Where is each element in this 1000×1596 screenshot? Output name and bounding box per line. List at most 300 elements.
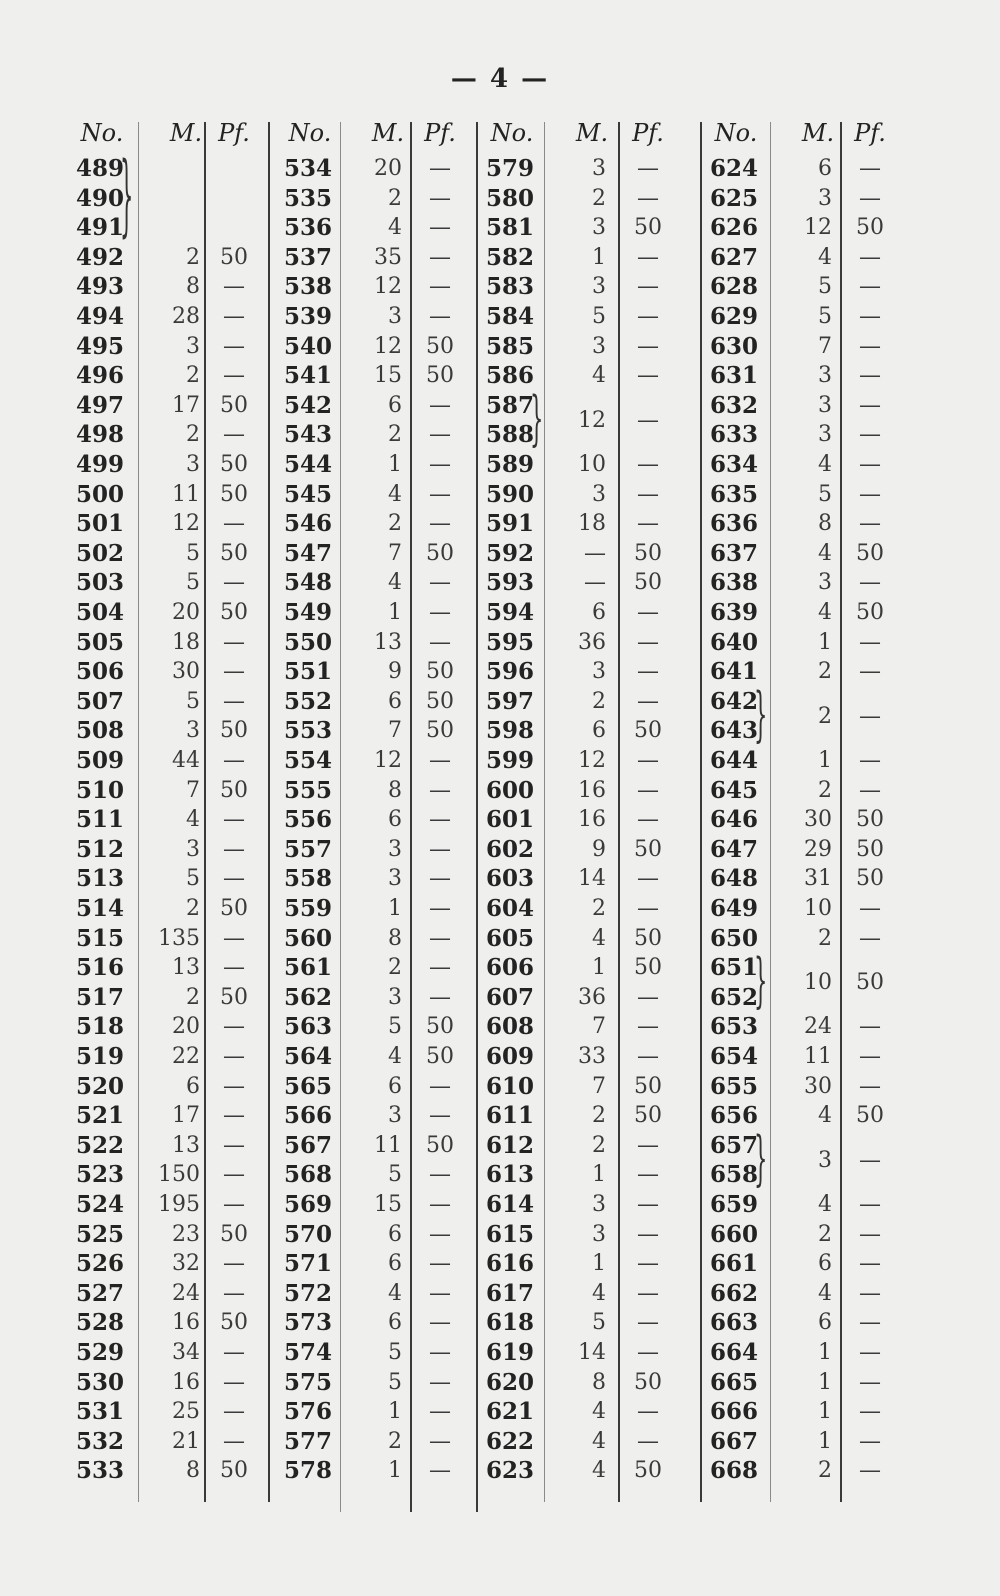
grouping-brace: }	[120, 145, 134, 249]
entry-pfennig: 50	[634, 836, 662, 862]
entry-number: 505	[76, 628, 125, 656]
entry-pfennig: —	[429, 629, 451, 655]
entry-pfennig: —	[637, 333, 659, 359]
entry-pfennig: —	[223, 1369, 245, 1395]
entry-number: 566	[284, 1102, 333, 1130]
entry-marks: 13	[172, 1132, 200, 1158]
entry-number: 554	[284, 747, 333, 774]
entry-number: 514	[76, 895, 125, 922]
entry-marks: 5	[186, 570, 200, 596]
entry-pfennig: 50	[220, 452, 248, 477]
entry-marks: 4	[818, 600, 832, 625]
entry-marks: 6	[388, 392, 402, 418]
entry-marks: 3	[388, 866, 402, 892]
entry-number: 622	[486, 1427, 535, 1455]
entry-pfennig: —	[637, 244, 659, 270]
entry-marks: 7	[592, 1073, 606, 1099]
entry-number: 626	[710, 214, 759, 242]
entry-pfennig: —	[859, 1044, 881, 1069]
entry-pfennig: 50	[426, 1132, 454, 1158]
entry-pfennig: 50	[634, 718, 662, 744]
entry-marks: 2	[186, 363, 200, 389]
grouping-brace: }	[530, 384, 544, 454]
entry-pfennig: —	[223, 1162, 245, 1188]
entry-marks: 3	[818, 422, 832, 448]
entry-pfennig: —	[637, 1044, 659, 1069]
entry-pfennig: 50	[426, 333, 454, 359]
entry-number: 653	[710, 1013, 759, 1041]
entry-pfennig: 50	[426, 718, 454, 744]
entry-number: 664	[710, 1339, 759, 1366]
entry-marks: 4	[186, 807, 200, 833]
entry-pfennig: 50	[220, 1221, 248, 1247]
entry-marks: 6	[388, 1310, 402, 1336]
ledger-column-block	[482, 112, 704, 1512]
entry-marks: 18	[578, 511, 606, 537]
ledger-column-block	[708, 112, 912, 1512]
entry-pfennig: —	[637, 1399, 659, 1425]
entry-pfennig: —	[429, 1399, 451, 1425]
entry-marks: 1	[388, 896, 402, 921]
entry-pfennig: —	[637, 777, 659, 803]
entry-pfennig: —	[859, 1428, 881, 1454]
entry-pfennig: —	[429, 304, 451, 329]
entry-marks: 2	[388, 185, 402, 211]
entry-marks: 3	[818, 392, 832, 418]
entry-marks: 2	[186, 984, 200, 1010]
entry-pfennig: —	[223, 925, 245, 951]
entry-marks: 9	[388, 659, 402, 685]
entry-marks: 1	[818, 1340, 832, 1365]
entry-marks: 7	[388, 718, 402, 744]
entry-number: 511	[76, 806, 125, 834]
entry-marks: 3	[186, 718, 200, 744]
entry-number: 535	[284, 184, 333, 212]
entry-pfennig: —	[637, 1192, 659, 1217]
entry-marks: 23	[172, 1221, 200, 1247]
entry-pfennig: 50	[856, 866, 884, 892]
entry-number: 575	[284, 1368, 333, 1396]
entry-pfennig: —	[223, 1103, 245, 1129]
entry-pfennig: 50	[856, 807, 884, 833]
entry-number: 556	[284, 806, 333, 834]
entry-number: 548	[284, 569, 333, 597]
entry-pfennig: —	[429, 1310, 451, 1336]
entry-number: 489	[76, 155, 125, 182]
entry-marks: 20	[172, 600, 200, 625]
entry-number: 638	[710, 569, 759, 597]
entry-marks: 5	[388, 1340, 402, 1365]
entry-pfennig: 50	[220, 481, 248, 507]
entry-marks: 3	[592, 274, 606, 300]
entry-marks: 2	[818, 1458, 832, 1484]
entry-marks: 3	[818, 363, 832, 389]
entry-number: 494	[76, 303, 125, 330]
entry-number: 584	[486, 303, 535, 330]
entry-marks: 1	[818, 629, 832, 655]
entry-pfennig: —	[223, 955, 245, 981]
header-no: No.	[714, 119, 758, 147]
entry-pfennig: 50	[634, 955, 662, 981]
entry-marks: 3	[186, 452, 200, 477]
header-no: No.	[80, 119, 124, 147]
entry-pfennig: —	[429, 1458, 451, 1484]
entry-pfennig: —	[859, 274, 881, 300]
entry-marks: 5	[388, 1369, 402, 1395]
entry-marks: 12	[172, 511, 200, 537]
entry-marks: 2	[592, 688, 606, 714]
entry-number: 635	[710, 480, 759, 508]
entry-pfennig: —	[223, 570, 245, 596]
entry-number: 564	[284, 1043, 333, 1070]
entry-marks: 4	[388, 481, 402, 507]
entry-marks: 3	[388, 1103, 402, 1129]
entry-pfennig: —	[859, 422, 881, 448]
entry-number: 665	[710, 1368, 759, 1396]
entry-marks: 6	[388, 1073, 402, 1099]
grouping-brace: }	[754, 1124, 768, 1194]
entry-pfennig: —	[429, 274, 451, 300]
entry-pfennig: 50	[856, 970, 884, 995]
entry-number: 662	[710, 1279, 759, 1307]
entry-marks: 24	[804, 1014, 832, 1040]
entry-marks: 5	[186, 540, 200, 566]
entry-marks: 31	[804, 866, 832, 892]
entry-pfennig: —	[429, 570, 451, 596]
entry-pfennig: —	[429, 1192, 451, 1217]
entry-number: 630	[710, 332, 759, 360]
entry-pfennig: 50	[220, 244, 248, 270]
entry-number: 627	[710, 243, 759, 271]
entry-marks: 1	[818, 1399, 832, 1425]
entry-pfennig: —	[223, 1399, 245, 1425]
entry-pfennig: —	[859, 156, 881, 181]
entry-number: 558	[284, 865, 333, 893]
entry-pfennig: —	[223, 1044, 245, 1069]
entry-marks: 6	[818, 1310, 832, 1336]
entry-pfennig: —	[429, 925, 451, 951]
entry-number: 617	[486, 1279, 535, 1307]
entry-number: 580	[486, 184, 535, 212]
entry-pfennig: —	[429, 244, 451, 270]
entry-pfennig: —	[859, 1458, 881, 1484]
entry-number: 491	[76, 214, 125, 242]
entry-number: 495	[76, 332, 125, 360]
entry-marks: 1	[818, 748, 832, 773]
entry-marks: 3	[388, 304, 402, 329]
entry-number: 633	[710, 421, 759, 449]
entry-marks: 4	[592, 363, 606, 389]
entry-number: 643	[710, 717, 759, 745]
entry-number: 668	[710, 1457, 759, 1485]
entry-number: 610	[486, 1072, 535, 1100]
entry-marks: 3	[186, 333, 200, 359]
entry-pfennig: —	[429, 452, 451, 477]
entry-marks: 2	[818, 659, 832, 685]
entry-marks: 5	[186, 866, 200, 892]
entry-number: 593	[486, 569, 535, 597]
entry-pfennig: —	[859, 1280, 881, 1306]
ledger-column-block	[72, 112, 272, 1512]
entry-number: 594	[486, 599, 535, 626]
entry-pfennig: —	[859, 185, 881, 211]
entry-pfennig: —	[859, 392, 881, 418]
entry-marks: 4	[592, 1399, 606, 1425]
entry-marks: 12	[578, 407, 606, 433]
entry-marks: 3	[186, 836, 200, 862]
entry-number: 579	[486, 155, 535, 182]
entry-number: 547	[284, 539, 333, 567]
entry-number: 588	[486, 421, 535, 449]
entry-pfennig: —	[429, 1369, 451, 1395]
entry-pfennig: 50	[856, 600, 884, 625]
entry-marks: 1	[388, 1458, 402, 1484]
entry-marks: 30	[804, 1073, 832, 1099]
entry-number: 504	[76, 599, 125, 626]
entry-pfennig: —	[429, 1428, 451, 1454]
entry-marks: 2	[592, 896, 606, 921]
entry-pfennig: —	[223, 1251, 245, 1277]
entry-number: 645	[710, 776, 759, 804]
entry-pfennig: —	[429, 422, 451, 448]
entry-marks: 4	[818, 1280, 832, 1306]
entry-marks: 11	[374, 1132, 402, 1158]
entry-marks: 13	[172, 955, 200, 981]
entry-pfennig: —	[859, 748, 881, 773]
entry-number: 528	[76, 1309, 125, 1337]
entry-number: 578	[284, 1457, 333, 1485]
entry-number: 509	[76, 747, 125, 774]
entry-number: 545	[284, 480, 333, 508]
entry-marks: 10	[804, 896, 832, 921]
entry-number: 555	[284, 776, 333, 804]
entry-number: 637	[710, 539, 759, 567]
entry-number: 581	[486, 214, 535, 242]
entry-pfennig: —	[637, 1280, 659, 1306]
entry-pfennig: 50	[220, 1458, 248, 1484]
entry-pfennig: —	[859, 703, 881, 729]
entry-marks: 2	[186, 422, 200, 448]
column-rule	[138, 122, 139, 1502]
entry-pfennig: —	[859, 363, 881, 389]
entry-pfennig: —	[429, 392, 451, 418]
entry-marks: 15	[374, 363, 402, 389]
entry-marks: 8	[186, 274, 200, 300]
entry-number: 550	[284, 628, 333, 656]
entry-pfennig: 50	[426, 659, 454, 685]
entry-marks: 4	[388, 570, 402, 596]
entry-pfennig: —	[429, 807, 451, 833]
entry-marks: 3	[818, 1147, 832, 1173]
entry-pfennig: —	[859, 1399, 881, 1425]
entry-marks: 4	[818, 244, 832, 270]
entry-number: 534	[284, 155, 333, 182]
entry-number: 648	[710, 865, 759, 893]
entry-pfennig: —	[429, 836, 451, 862]
entry-marks: 22	[172, 1044, 200, 1069]
entry-marks: 34	[172, 1340, 200, 1365]
column-rule	[340, 122, 341, 1512]
entry-pfennig: 50	[634, 215, 662, 241]
entry-marks: 2	[388, 1428, 402, 1454]
entry-number: 507	[76, 687, 125, 715]
entry-pfennig: —	[637, 807, 659, 833]
entry-marks: 3	[592, 659, 606, 685]
entry-pfennig: 50	[426, 688, 454, 714]
header-m: M.	[575, 119, 609, 147]
entry-marks: 12	[804, 215, 832, 241]
entry-number: 493	[76, 273, 125, 301]
entry-marks: 16	[578, 777, 606, 803]
entry-pfennig: —	[429, 777, 451, 803]
page-number: — 4 —	[450, 64, 550, 94]
entry-number: 595	[486, 628, 535, 656]
entry-number: 632	[710, 391, 759, 419]
entry-number: 642	[710, 687, 759, 715]
entry-marks: 33	[578, 1044, 606, 1069]
entry-pfennig: —	[637, 1340, 659, 1365]
entry-number: 559	[284, 895, 333, 922]
entry-number: 631	[710, 362, 759, 390]
entry-number: 602	[486, 835, 535, 863]
entry-pfennig: —	[429, 215, 451, 241]
entry-number: 603	[486, 865, 535, 893]
header-pf: Pf.	[632, 119, 664, 147]
entry-marks: 4	[388, 1044, 402, 1069]
entry-number: 585	[486, 332, 535, 360]
entry-pfennig: —	[637, 896, 659, 921]
entry-number: 560	[284, 924, 333, 952]
entry-number: 492	[76, 243, 125, 271]
entry-pfennig: —	[223, 333, 245, 359]
entry-marks: 8	[818, 511, 832, 537]
entry-marks: 17	[172, 1103, 200, 1129]
entry-number: 527	[76, 1279, 125, 1307]
entry-number: 651	[710, 954, 759, 982]
grouping-brace: }	[754, 680, 768, 750]
entry-marks: 3	[592, 1221, 606, 1247]
entry-pfennig: 50	[634, 1103, 662, 1129]
entry-pfennig: —	[637, 1132, 659, 1158]
entry-pfennig: —	[223, 1073, 245, 1099]
entry-number: 596	[486, 658, 535, 686]
entry-marks: 11	[172, 481, 200, 507]
entry-pfennig: —	[429, 1221, 451, 1247]
entry-number: 549	[284, 599, 333, 626]
entry-pfennig: 50	[220, 896, 248, 921]
entry-marks: 4	[592, 925, 606, 951]
entry-pfennig: 50	[634, 925, 662, 951]
entry-pfennig: —	[859, 896, 881, 921]
entry-marks: 30	[804, 807, 832, 833]
entry-marks: 14	[578, 866, 606, 892]
entry-pfennig: —	[223, 659, 245, 685]
entry-number: 506	[76, 658, 125, 686]
entry-pfennig: —	[223, 807, 245, 833]
entry-marks: 135	[158, 925, 200, 951]
entry-number: 512	[76, 835, 125, 863]
entry-marks: 2	[388, 955, 402, 981]
entry-marks: 5	[388, 1014, 402, 1040]
entry-pfennig: —	[637, 511, 659, 537]
entry-marks: 4	[818, 1192, 832, 1217]
entry-number: 552	[284, 687, 333, 715]
header-no: No.	[490, 119, 534, 147]
entry-marks: 5	[818, 304, 832, 329]
entry-pfennig: 50	[634, 1073, 662, 1099]
entry-pfennig: 50	[220, 718, 248, 744]
entry-number: 589	[486, 451, 535, 478]
entry-marks: 2	[388, 422, 402, 448]
entry-number: 501	[76, 510, 125, 538]
entry-pfennig: —	[429, 600, 451, 625]
entry-marks: 5	[818, 274, 832, 300]
entry-marks: 1	[388, 1399, 402, 1425]
entry-number: 601	[486, 806, 535, 834]
header-m: M.	[371, 119, 405, 147]
entry-marks: 150	[158, 1162, 200, 1188]
entry-number: 543	[284, 421, 333, 449]
entry-marks: 4	[818, 1103, 832, 1129]
entry-number: 551	[284, 658, 333, 686]
entry-marks: 32	[172, 1251, 200, 1277]
entry-number: 536	[284, 214, 333, 242]
entry-marks: 2	[592, 185, 606, 211]
column-rule	[204, 122, 206, 1502]
entry-number: 546	[284, 510, 333, 538]
entry-pfennig: 50	[426, 540, 454, 566]
header-m: M.	[169, 119, 203, 147]
entry-marks: 8	[592, 1369, 606, 1395]
entry-pfennig: —	[429, 748, 451, 773]
entry-number: 605	[486, 924, 535, 952]
entry-number: 591	[486, 510, 535, 538]
entry-pfennig: —	[637, 407, 659, 433]
entry-number: 623	[486, 1457, 535, 1485]
header-pf: Pf.	[854, 119, 886, 147]
entry-pfennig: —	[859, 304, 881, 329]
entry-number: 609	[486, 1043, 535, 1070]
entry-pfennig: 50	[220, 1310, 248, 1336]
entry-pfennig: —	[429, 511, 451, 537]
entry-marks: 2	[818, 925, 832, 951]
entry-number: 600	[486, 776, 535, 804]
entry-marks: 21	[172, 1428, 200, 1454]
entry-pfennig: —	[859, 481, 881, 507]
entry-number: 516	[76, 954, 125, 982]
entry-marks: 4	[592, 1280, 606, 1306]
entry-marks: 4	[818, 452, 832, 477]
entry-number: 569	[284, 1191, 333, 1218]
entry-pfennig: 50	[856, 215, 884, 241]
entry-number: 640	[710, 628, 759, 656]
entry-marks: 5	[186, 688, 200, 714]
entry-marks: 1	[818, 1428, 832, 1454]
entry-number: 641	[710, 658, 759, 686]
entry-marks: 16	[578, 807, 606, 833]
entry-marks: 2	[186, 244, 200, 270]
entry-number: 646	[710, 806, 759, 834]
entry-number: 524	[76, 1191, 125, 1218]
entry-marks: 3	[818, 570, 832, 596]
entry-pfennig: 50	[220, 777, 248, 803]
entry-number: 563	[284, 1013, 333, 1041]
entry-number: 574	[284, 1339, 333, 1366]
entry-pfennig: —	[637, 748, 659, 773]
entry-marks: 28	[172, 304, 200, 329]
entry-marks: 4	[818, 540, 832, 566]
entry-number: 577	[284, 1427, 333, 1455]
